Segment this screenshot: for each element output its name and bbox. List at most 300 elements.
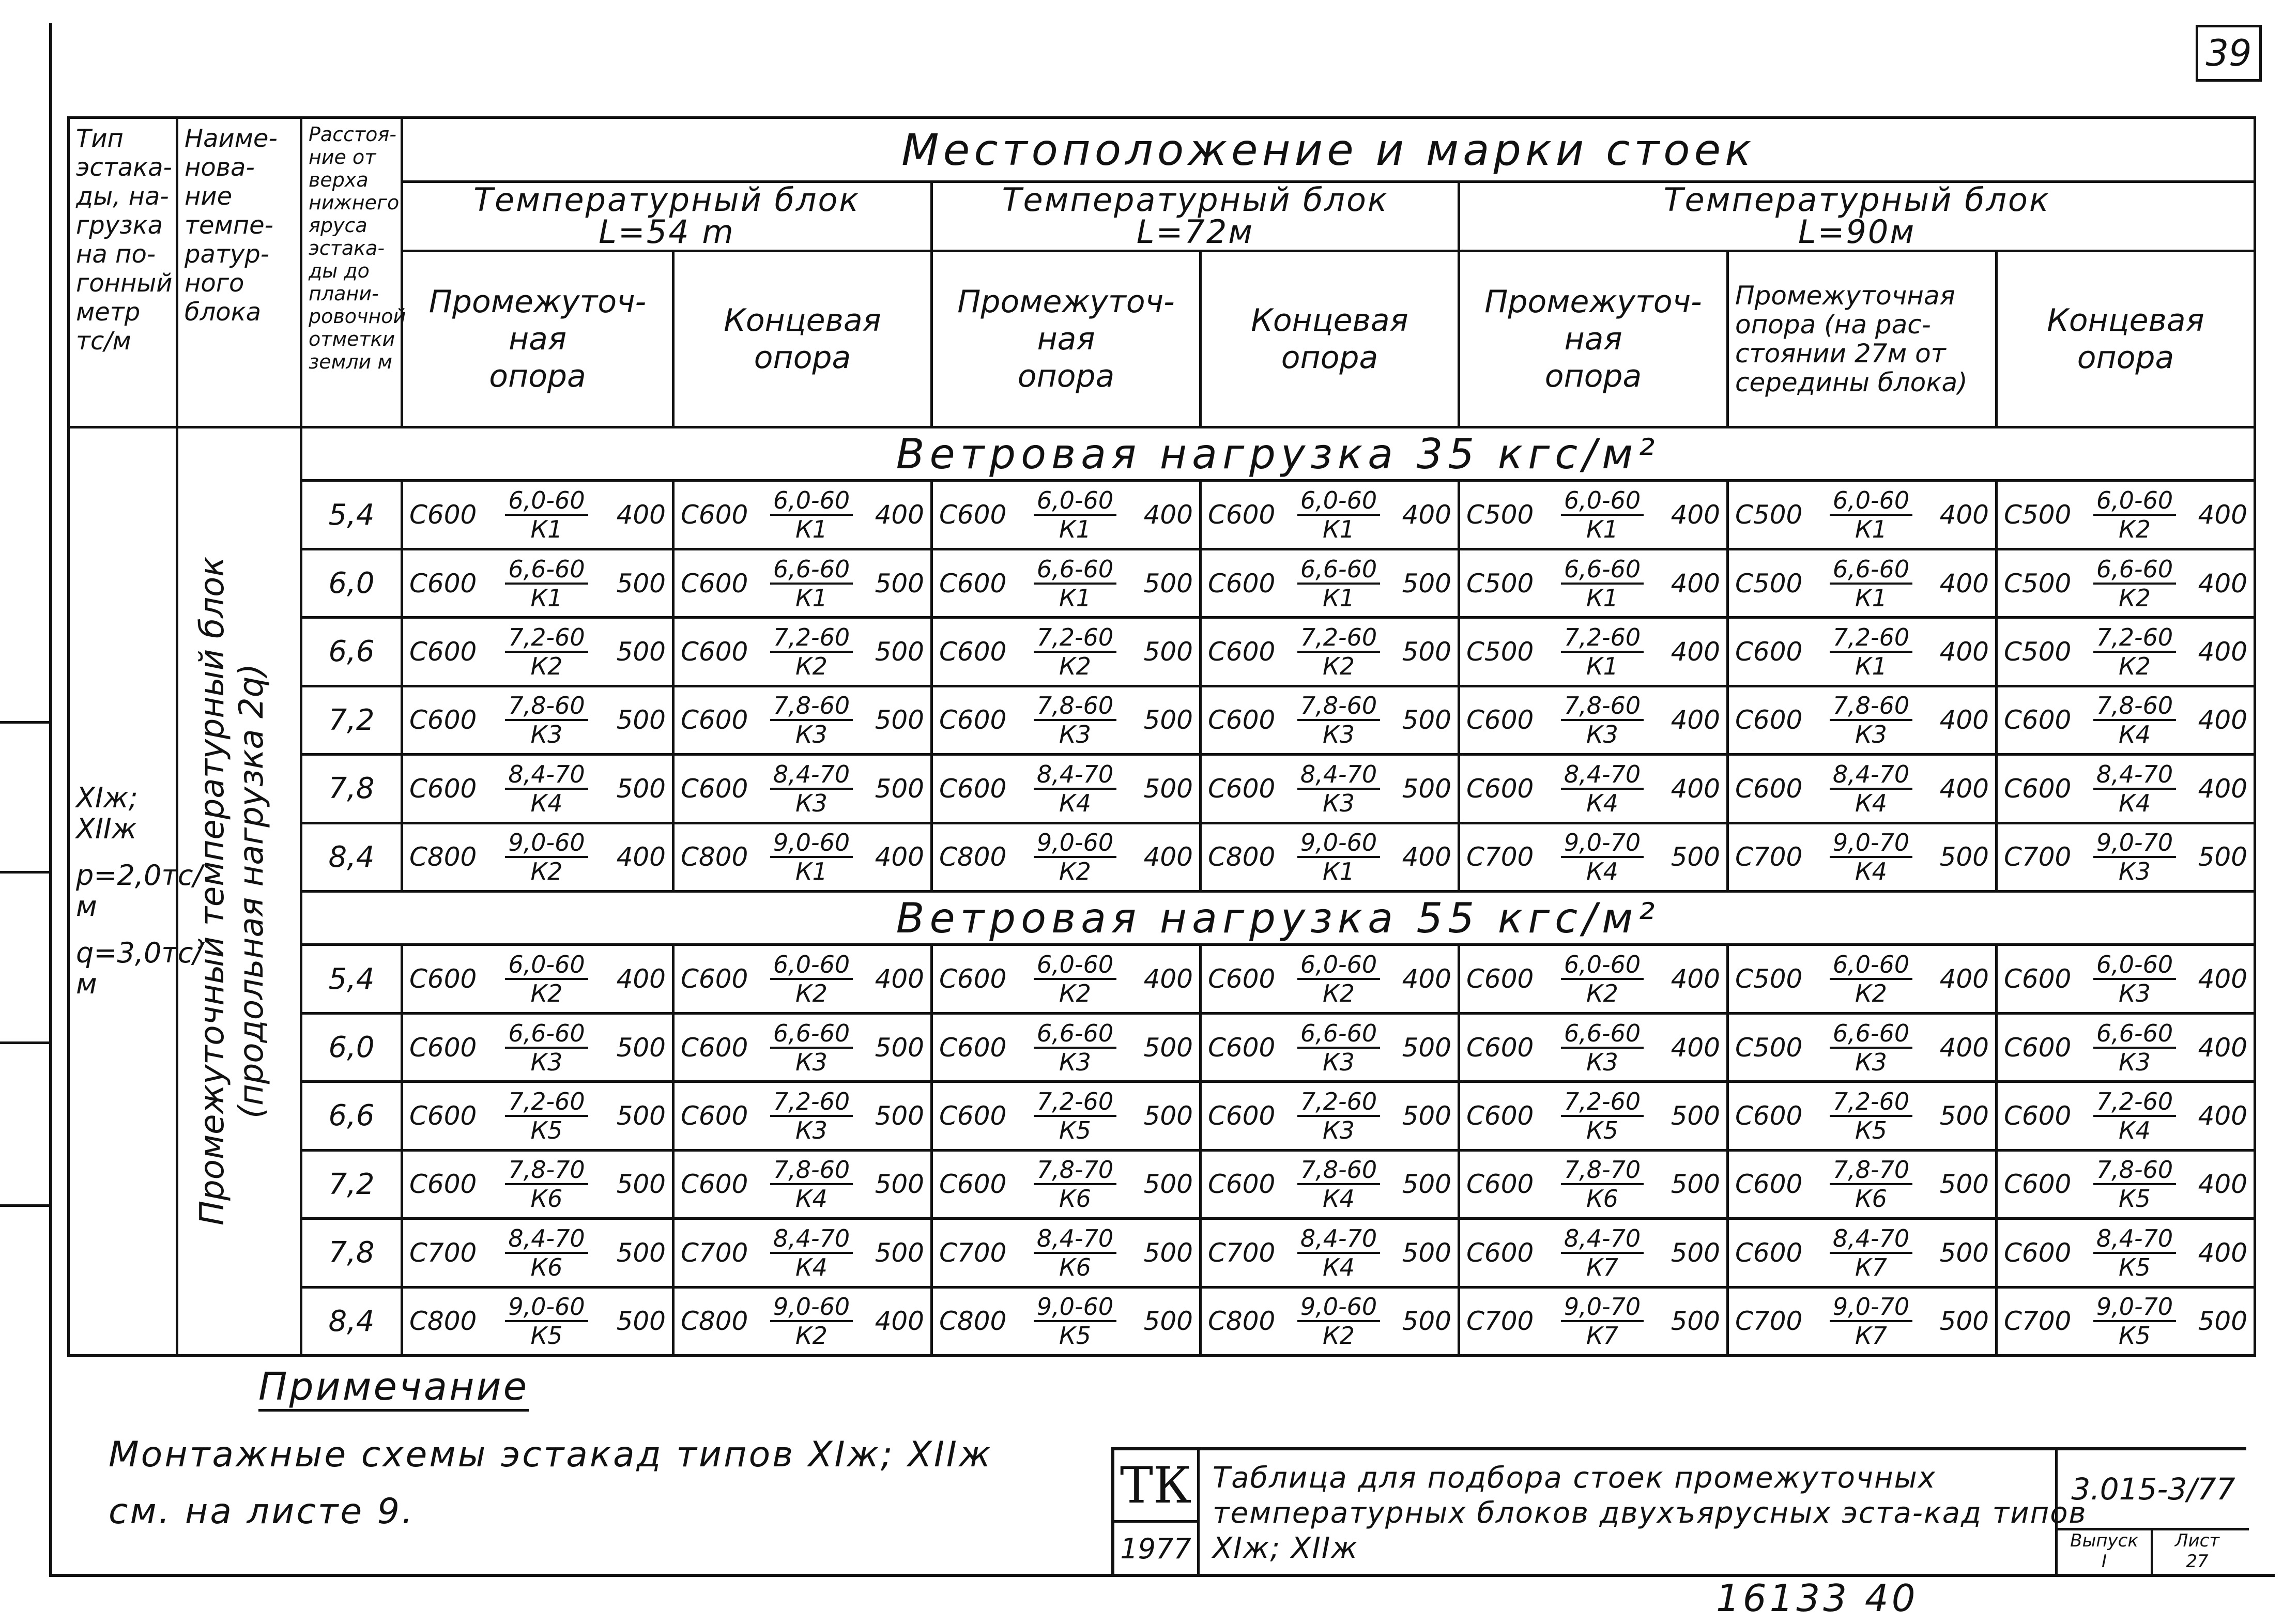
support-header [1728, 251, 1997, 427]
stand-mark-cell [932, 1287, 1201, 1355]
stand-mark [939, 487, 1193, 543]
stand-series: С600 [1208, 1032, 1276, 1063]
stand-size: 7,8-70 [1830, 1156, 1912, 1185]
stand-mark-cell [1459, 945, 1728, 1013]
stand-size: 6,0-60 [2093, 951, 2176, 980]
stand-size: 7,8-70 [1561, 1156, 1644, 1185]
stand-mark-cell [1459, 1082, 1728, 1150]
stand-size: 9,0-70 [1561, 1293, 1644, 1322]
stand-load: 500 [1143, 1169, 1193, 1200]
support-label-l3: опора [2077, 339, 2174, 376]
stand-load: 500 [1402, 1237, 1451, 1268]
support-label-l3: опора [1281, 339, 1378, 376]
stand-mark [1208, 624, 1451, 680]
stand-load: 500 [2198, 842, 2248, 872]
stand-class: К2 [1322, 979, 1355, 1008]
stand-class: К2 [1322, 652, 1355, 680]
height-value: 8,4 [301, 823, 402, 891]
stand-series: С700 [409, 1237, 477, 1268]
stand-size: 7,8-60 [1561, 692, 1644, 721]
stand-mark-cell [932, 618, 1201, 686]
table-row [69, 618, 2255, 686]
stand-mark-cell [1728, 481, 1997, 549]
stand-series: С600 [939, 705, 1007, 736]
stand-load: 500 [875, 568, 924, 599]
stand-load: 500 [875, 1032, 924, 1063]
stand-mark [939, 692, 1193, 748]
stand-fraction [2093, 951, 2176, 1007]
stand-class: К6 [1855, 1185, 1887, 1213]
stand-load: 400 [1939, 705, 1989, 736]
stand-mark-cell [673, 945, 932, 1013]
stand-class: К3 [530, 721, 563, 749]
stand-series: С600 [1208, 500, 1276, 530]
stand-series: С600 [1208, 1100, 1276, 1131]
stand-load: 500 [1939, 842, 1989, 872]
stand-load: 500 [1402, 1032, 1451, 1063]
stand-mark [1208, 1156, 1451, 1212]
stand-series: С600 [409, 964, 477, 994]
type-and-load-cell [69, 427, 203, 1355]
stand-fraction [1034, 1020, 1116, 1076]
stand-fraction [1297, 829, 1380, 885]
stand-series: С600 [939, 1169, 1007, 1200]
stand-fraction [2093, 487, 2176, 543]
stand-fraction [1561, 951, 1644, 1007]
stand-fraction [1297, 624, 1380, 680]
block-label: Температурный блок [1002, 181, 1389, 219]
stand-series: С600 [1208, 773, 1276, 804]
stand-series: С600 [681, 1032, 748, 1063]
header-name: Наиме-нова-ние темпе-ратур-ного блока [177, 118, 301, 427]
stand-load: 400 [1671, 773, 1720, 804]
stand-mark [2004, 556, 2247, 611]
stand-mark [2004, 951, 2247, 1007]
stand-class: К4 [530, 789, 563, 817]
stand-mark [2004, 1156, 2247, 1212]
stand-mark [2004, 1293, 2247, 1349]
stand-mark [1208, 1088, 1451, 1144]
stand-load: 500 [1671, 1169, 1720, 1200]
stand-mark [939, 761, 1193, 817]
stand-class: К3 [795, 1116, 828, 1144]
support-label-l3: опора [754, 339, 851, 376]
stand-size: 8,4-70 [770, 1225, 853, 1254]
stand-load: 400 [2198, 1100, 2248, 1131]
stand-size: 9,0-70 [1830, 1293, 1912, 1322]
stand-mark [2004, 1225, 2247, 1281]
stand-load: 400 [1143, 842, 1193, 872]
stamp-year: 1977 [1114, 1523, 1200, 1574]
stand-class: К3 [1322, 1116, 1355, 1144]
stand-class: К5 [1059, 1322, 1091, 1350]
stand-fraction [1561, 1293, 1644, 1349]
stand-mark-cell [673, 686, 932, 754]
stand-class: К1 [1586, 584, 1618, 612]
height-value: 5,4 [301, 481, 402, 549]
stand-mark-cell [932, 549, 1201, 617]
stand-mark-cell [1201, 686, 1459, 754]
stand-mark-cell [1997, 1150, 2255, 1218]
stand-series: С500 [1735, 568, 1803, 599]
stand-class: К4 [2119, 789, 2151, 817]
stand-fraction [770, 761, 853, 817]
stand-mark [409, 556, 666, 611]
stand-mark-cell [1997, 686, 2255, 754]
stand-mark-cell [1201, 1287, 1459, 1355]
stand-series: С600 [939, 636, 1007, 667]
stand-fraction [1297, 1293, 1380, 1349]
stand-series: С600 [1466, 773, 1534, 804]
stand-size: 7,2-60 [505, 1088, 588, 1117]
stand-load: 400 [1671, 705, 1720, 736]
stand-fraction [1830, 1020, 1912, 1076]
stand-mark-cell [932, 1219, 1201, 1287]
stand-load: 500 [1143, 1100, 1193, 1131]
stand-fraction [770, 487, 853, 543]
stand-fraction [1034, 951, 1116, 1007]
stand-size: 7,2-60 [1034, 1088, 1116, 1117]
stand-size: 8,4-70 [2093, 1225, 2176, 1254]
stand-mark [409, 1293, 666, 1349]
stand-size: 7,2-60 [2093, 624, 2176, 653]
note-text [109, 1427, 992, 1540]
stand-mark-cell [1997, 755, 2255, 823]
stand-mark-cell [1201, 549, 1459, 617]
stand-series: С600 [2004, 964, 2072, 994]
stand-mark-cell [1459, 823, 1728, 891]
stand-fraction [505, 1088, 588, 1144]
stand-size: 9,0-60 [1297, 829, 1380, 858]
stand-mark [939, 1293, 1193, 1349]
stand-size: 9,0-70 [1561, 829, 1644, 858]
stand-class: К3 [1855, 1048, 1887, 1076]
stand-mark [939, 951, 1193, 1007]
stand-mark-cell [402, 1082, 673, 1150]
stand-mark-cell [402, 1150, 673, 1218]
stand-load: 500 [616, 1306, 666, 1337]
stand-size: 8,4-70 [1561, 1225, 1644, 1254]
stand-mark [1208, 829, 1451, 885]
stand-size: 8,4-70 [1034, 1225, 1116, 1254]
stand-mark [1208, 1225, 1451, 1281]
stand-mark-cell [402, 1287, 673, 1355]
stand-fraction [1830, 692, 1912, 748]
note-line-2: см. на листе 9. [109, 1491, 415, 1532]
stand-class: К5 [530, 1322, 563, 1350]
stand-series: С600 [1208, 1169, 1276, 1200]
support-label-l1: Промежуточная опора (на рас-стоянии 27м от середины блока) [1735, 280, 1968, 397]
stand-fraction [1034, 487, 1116, 543]
support-label-l1: Промежуточ- [957, 283, 1175, 320]
stand-size: 6,0-60 [1297, 487, 1380, 516]
stand-series: С600 [1735, 773, 1803, 804]
stand-fraction [1297, 761, 1380, 817]
stand-mark-cell [1459, 755, 1728, 823]
stand-load: 400 [1671, 964, 1720, 994]
stand-size: 6,0-60 [505, 487, 588, 516]
stand-fraction [505, 1020, 588, 1076]
stand-series: С600 [409, 1169, 477, 1200]
stand-series: С700 [1735, 1306, 1803, 1337]
table-row [69, 823, 2255, 891]
stand-mark [1735, 624, 1989, 680]
stand-load: 500 [1939, 1237, 1989, 1268]
stand-class: К2 [2119, 652, 2151, 680]
stand-size: 6,0-60 [770, 951, 853, 980]
stand-fraction [1034, 1293, 1116, 1349]
stand-load: 500 [616, 1237, 666, 1268]
stand-load: 400 [875, 1306, 924, 1337]
stand-load: 400 [1671, 568, 1720, 599]
stand-fraction [1297, 692, 1380, 748]
stand-class: К4 [2119, 1116, 2151, 1144]
stand-size: 6,6-60 [1561, 556, 1644, 585]
stand-load: 500 [875, 773, 924, 804]
stand-mark [2004, 624, 2247, 680]
height-value: 6,6 [301, 1082, 402, 1150]
stand-size: 7,2-60 [770, 1088, 853, 1117]
issue-box [2055, 1530, 2153, 1577]
stand-mark-cell [402, 549, 673, 617]
stand-size: 8,4-70 [770, 761, 853, 790]
stand-mark [409, 624, 666, 680]
stand-size: 9,0-60 [505, 829, 588, 858]
stand-mark-cell [1728, 945, 1997, 1013]
stand-mark [1466, 1156, 1720, 1212]
stand-mark [1466, 692, 1720, 748]
stand-load: 500 [1402, 773, 1451, 804]
stand-mark [1208, 487, 1451, 543]
stand-fraction [2093, 556, 2176, 611]
stand-mark [409, 1225, 666, 1281]
stand-mark-cell [1728, 618, 1997, 686]
stand-class: К3 [1586, 721, 1618, 749]
stand-size: 8,4-70 [1297, 761, 1380, 790]
stand-series: С700 [1208, 1237, 1276, 1268]
table-row [69, 1013, 2255, 1081]
stand-mark-cell [1201, 755, 1459, 823]
stand-load: 400 [1402, 500, 1451, 530]
stand-size: 7,8-60 [1297, 1156, 1380, 1185]
stand-series: С600 [409, 636, 477, 667]
stand-fraction [505, 829, 588, 885]
stand-class: К4 [2119, 721, 2151, 749]
stand-mark [681, 692, 924, 748]
stand-size: 6,0-60 [1034, 487, 1116, 516]
height-value: 5,4 [301, 945, 402, 1013]
support-label-l2: ная [1037, 320, 1095, 357]
note-line-1: Монтажные схемы эстакад типов XIж; XIIж [109, 1434, 993, 1475]
stand-mark [1735, 829, 1989, 885]
load-p: p=2,0тс/м [76, 859, 203, 923]
page-number: 39 [2196, 25, 2262, 82]
stand-series: С600 [939, 1100, 1007, 1131]
stand-mark [2004, 487, 2247, 543]
stand-fraction [505, 624, 588, 680]
stand-series: С500 [2004, 568, 2072, 599]
stand-series: С700 [2004, 1306, 2072, 1337]
stand-class: К1 [1322, 584, 1355, 612]
stand-series: С600 [2004, 1237, 2072, 1268]
stand-series: С600 [409, 1032, 477, 1063]
stand-load: 500 [616, 1169, 666, 1200]
stand-size: 7,8-60 [2093, 1156, 2176, 1185]
stand-mark-cell [1728, 1082, 1997, 1150]
stand-class: К1 [1855, 652, 1887, 680]
stand-class: К2 [2119, 515, 2151, 544]
stand-load: 400 [1939, 500, 1989, 530]
stand-load: 400 [1939, 568, 1989, 599]
stand-load: 400 [616, 500, 666, 530]
stand-fraction [1297, 1156, 1380, 1212]
stand-series: С800 [1208, 1306, 1276, 1337]
stand-load: 500 [616, 636, 666, 667]
stand-series: С600 [1208, 636, 1276, 667]
stand-size: 6,6-60 [1830, 556, 1912, 585]
stand-fraction [770, 692, 853, 748]
stand-series: С600 [1208, 964, 1276, 994]
stand-load: 400 [616, 842, 666, 872]
stand-series: С600 [939, 500, 1007, 530]
stand-size: 7,2-60 [1830, 1088, 1912, 1117]
support-label-l1: Концевая [1251, 302, 1408, 339]
stand-mark-cell [1201, 481, 1459, 549]
stand-mark-cell [673, 1150, 932, 1218]
stand-mark-cell [1459, 1287, 1728, 1355]
stand-mark [1735, 1293, 1989, 1349]
stand-size: 7,2-60 [1830, 624, 1912, 653]
header-distance: Расстоя-ние от верха нижнего яруса эстака-ды до плани-ровочной отметки земли м [301, 118, 402, 427]
stand-load: 500 [1143, 1032, 1193, 1063]
stand-fraction [1034, 556, 1116, 611]
stand-class: К1 [1059, 515, 1091, 544]
stand-class: К2 [795, 652, 828, 680]
stand-fraction [1034, 1088, 1116, 1144]
stand-mark [1735, 487, 1989, 543]
stand-mark [1735, 1088, 1989, 1144]
stand-class: К7 [1855, 1253, 1887, 1281]
stand-mark [681, 1293, 924, 1349]
stand-size: 6,6-60 [770, 1020, 853, 1049]
stand-fraction [1561, 1088, 1644, 1144]
stand-size: 6,0-60 [770, 487, 853, 516]
stand-fraction [770, 1293, 853, 1349]
support-header [932, 251, 1201, 427]
stand-fraction [770, 1020, 853, 1076]
stand-mark-cell [932, 945, 1201, 1013]
stand-mark [1735, 1156, 1989, 1212]
stand-class: К1 [795, 857, 828, 886]
stand-mark [1735, 1225, 1989, 1281]
stand-class: К3 [795, 721, 828, 749]
stand-size: 6,6-60 [1297, 556, 1380, 585]
stand-class: К2 [1059, 652, 1091, 680]
stand-mark [939, 1156, 1193, 1212]
block-name-cell [177, 427, 301, 1355]
stand-mark-cell [1997, 481, 2255, 549]
stand-class: К4 [795, 1185, 828, 1213]
stand-fraction [505, 761, 588, 817]
stand-load: 400 [875, 842, 924, 872]
stand-fraction [505, 1293, 588, 1349]
stand-mark [681, 761, 924, 817]
stand-mark [409, 1156, 666, 1212]
stand-series: С600 [1466, 1032, 1534, 1063]
stand-size: 7,8-60 [505, 692, 588, 721]
stand-fraction [1297, 556, 1380, 611]
issue-value: I [2101, 1551, 2107, 1572]
stand-class: К3 [1322, 789, 1355, 817]
stand-mark [409, 761, 666, 817]
stand-mark [1208, 761, 1451, 817]
stand-fraction [770, 829, 853, 885]
stand-mark [1208, 1020, 1451, 1076]
stand-class: К2 [795, 1322, 828, 1350]
stand-size: 7,8-60 [1034, 692, 1116, 721]
stand-series: С700 [1735, 842, 1803, 872]
stand-class: К5 [530, 1116, 563, 1144]
stand-load: 400 [875, 500, 924, 530]
stand-class: К4 [1855, 857, 1887, 886]
stand-size: 9,0-60 [1034, 829, 1116, 858]
stand-size: 7,2-60 [1297, 624, 1380, 653]
stand-mark-cell [1459, 549, 1728, 617]
stand-series: С600 [1208, 568, 1276, 599]
stand-size: 9,0-60 [1297, 1293, 1380, 1322]
stand-load: 400 [2198, 500, 2248, 530]
block-label: Температурный блок [473, 181, 860, 219]
stand-fraction [1034, 761, 1116, 817]
title-block [1111, 1447, 2246, 1577]
stand-mark [2004, 829, 2247, 885]
stand-series: С500 [1735, 500, 1803, 530]
stand-series: С600 [681, 636, 748, 667]
stand-fraction [2093, 624, 2176, 680]
stand-series: С500 [1735, 1032, 1803, 1063]
stand-size: 6,6-60 [505, 1020, 588, 1049]
document-code: 3.015-3/77 [2055, 1450, 2249, 1530]
stand-class: К1 [530, 584, 563, 612]
stand-series: С600 [939, 1032, 1007, 1063]
support-label-l1: Промежуточ- [1484, 283, 1702, 320]
stand-series: С600 [681, 964, 748, 994]
stand-fraction [2093, 692, 2176, 748]
stand-mark [681, 1156, 924, 1212]
stand-class: К3 [2119, 857, 2151, 886]
stand-series: С600 [939, 568, 1007, 599]
stand-class: К3 [530, 1048, 563, 1076]
stand-fraction [1297, 1088, 1380, 1144]
stand-load: 400 [1939, 773, 1989, 804]
temperature-block-header [1459, 182, 2255, 251]
stand-class: К4 [1586, 789, 1618, 817]
stand-size: 9,0-60 [1034, 1293, 1116, 1322]
stand-mark [1735, 1020, 1989, 1076]
support-label-l3: опора [489, 358, 586, 394]
stand-class: К3 [1059, 721, 1091, 749]
stand-series: С600 [409, 1100, 477, 1131]
stand-mark-cell [1459, 618, 1728, 686]
stand-load: 400 [1671, 500, 1720, 530]
stand-mark-cell [1997, 945, 2255, 1013]
stand-fraction [1830, 829, 1912, 885]
table-row [69, 945, 2255, 1013]
stand-mark-cell [932, 481, 1201, 549]
stand-class: К4 [1322, 1253, 1355, 1281]
stand-class: К1 [1322, 515, 1355, 544]
stand-fraction [505, 951, 588, 1007]
